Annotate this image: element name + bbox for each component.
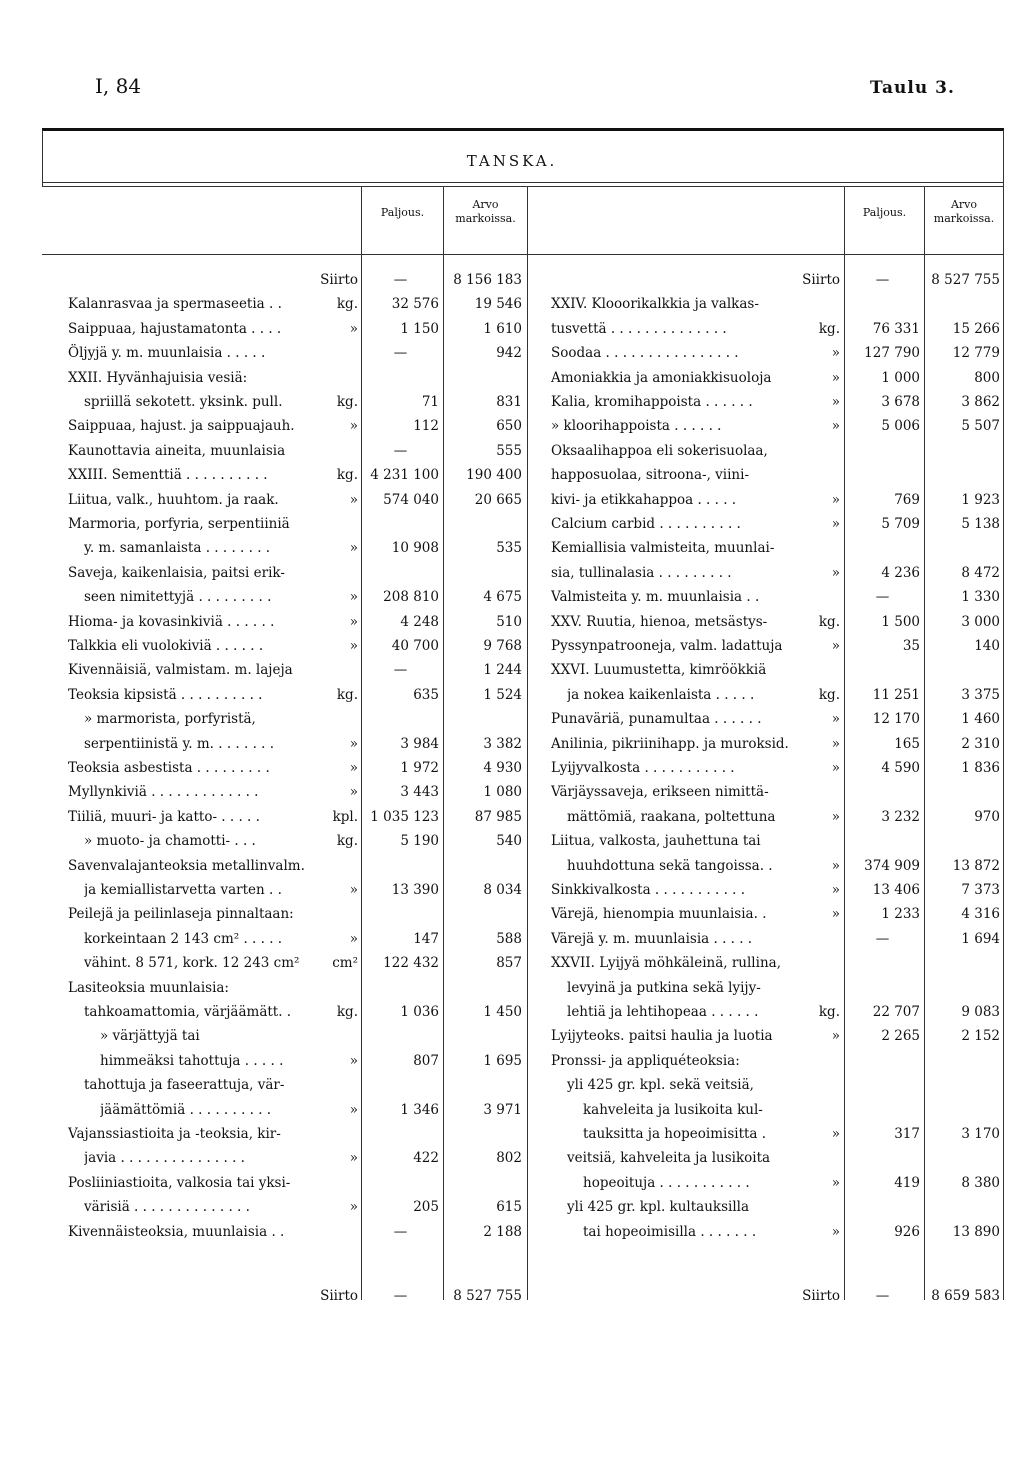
row-label: happosuolaa, sitroona-, viini- [551, 467, 750, 484]
row-value: 3 000 [961, 613, 1000, 630]
row-value: 20 665 [474, 491, 522, 508]
table-row [0, 463, 1024, 487]
row-quantity: 13 406 [872, 882, 920, 898]
table-row [0, 902, 1024, 926]
row-quantity: 574 040 [383, 491, 439, 508]
row-unit: kg. [818, 320, 840, 337]
row-quantity: 1 036 [400, 1004, 439, 1020]
row-value: 87 985 [474, 808, 522, 825]
row-value: 802 [496, 1150, 522, 1167]
row-quantity: 208 810 [383, 589, 439, 606]
row-label: Anilinia, pikriinihapp. ja muroksid. [551, 735, 789, 752]
row-label: » värjättyjä tai [100, 1028, 200, 1045]
row-value: 3 382 [483, 735, 522, 752]
carry-out-value: 8 659 583 [931, 1288, 1000, 1304]
row-label: Liitua, valkosta, jauhettuna tai [551, 833, 761, 850]
row-value: 12 779 [952, 345, 1000, 362]
table-row [0, 439, 1024, 463]
row-label: mättömiä, raakana, poltettuna [567, 808, 776, 825]
row-label: serpentiinistä y. m. . . . . . . . [84, 735, 275, 752]
row-quantity: 1 150 [400, 320, 439, 337]
row-quantity: — [393, 1223, 408, 1240]
row-quantity: 5 190 [400, 833, 439, 850]
row-value: 2 188 [483, 1223, 522, 1240]
table-row [0, 1122, 1024, 1146]
row-quantity: 926 [894, 1223, 920, 1240]
row-value: 535 [496, 540, 522, 557]
row-value: 8 472 [961, 564, 1000, 581]
row-quantity: 3 678 [881, 394, 920, 410]
table-row [0, 683, 1024, 707]
row-unit: kpl. [332, 808, 358, 825]
carry-out-value: 8 527 755 [453, 1288, 522, 1304]
carry-in-value: 8 527 755 [931, 272, 1000, 288]
row-quantity: 32 576 [391, 296, 439, 313]
row-unit: » [831, 1028, 840, 1045]
row-value: 9 083 [961, 1004, 1000, 1020]
table-row [0, 366, 1024, 390]
row-quantity: 11 251 [872, 686, 920, 703]
row-label: Kivennäisiä, valmistam. m. lajeja [68, 662, 293, 679]
row-value: 1 610 [483, 320, 522, 337]
row-value: 3 862 [961, 394, 1000, 410]
row-value: 7 373 [961, 882, 1000, 898]
row-unit: » [349, 1101, 358, 1118]
row-quantity: 4 231 100 [370, 467, 439, 484]
row-label: Calcium carbid . . . . . . . . . . [551, 516, 741, 532]
table-row [0, 1024, 1024, 1048]
row-label: tahkoamattomia, värjäämätt. . [84, 1004, 292, 1020]
table-row [0, 1146, 1024, 1170]
top-rule [42, 128, 1004, 131]
row-label: tauksitta ja hopeoimisitta . [583, 1126, 767, 1142]
row-label: veitsiä, kahveleita ja lusikoita [567, 1150, 771, 1167]
row-quantity: 165 [894, 735, 920, 752]
row-value: 4 675 [483, 589, 522, 606]
table-row [0, 1000, 1024, 1024]
table-row [0, 732, 1024, 756]
row-label: Teoksia kipsistä . . . . . . . . . . [68, 686, 263, 703]
row-quantity: 1 035 123 [370, 808, 439, 825]
row-unit: » [831, 857, 840, 874]
table-row [0, 976, 1024, 1000]
row-label: Kemiallisia valmisteita, muunlai- [551, 540, 775, 557]
row-value: 5 138 [961, 516, 1000, 532]
row-label: Vajanssiastioita ja -teoksia, kir- [68, 1126, 281, 1142]
row-unit: » [831, 345, 840, 362]
table-row [0, 561, 1024, 585]
row-value: 650 [496, 418, 522, 435]
row-label: Tiiliä, muuri- ja katto- . . . . . [68, 808, 260, 825]
row-value: 1 694 [961, 930, 1000, 947]
title-rule-2 [42, 186, 1004, 187]
header-value-right: Arvo markoissa. [933, 198, 995, 225]
row-unit: kg. [336, 1004, 358, 1020]
carry-out-label: Siirto [802, 1288, 840, 1304]
row-label: spriillä sekotett. yksink. pull. [84, 394, 283, 410]
row-value: 19 546 [474, 296, 522, 313]
table-row [0, 707, 1024, 731]
right-carry-out-row [0, 1284, 1024, 1308]
row-quantity: 10 908 [391, 540, 439, 557]
row-value: 3 170 [961, 1126, 1000, 1142]
table-row [0, 854, 1024, 878]
row-label: Värjäyssaveja, erikseen nimittä- [551, 784, 769, 801]
table-row [0, 512, 1024, 536]
table-row [0, 1171, 1024, 1195]
row-value: 615 [496, 1199, 522, 1216]
row-unit: » [831, 760, 840, 776]
row-quantity: 374 909 [864, 857, 920, 874]
row-quantity: 1 346 [400, 1101, 439, 1118]
row-quantity: 1 233 [881, 906, 920, 923]
row-quantity: — [393, 345, 408, 362]
row-unit: » [349, 540, 358, 557]
row-unit: » [349, 491, 358, 508]
row-label: Värejä y. m. muunlaisia . . . . . [551, 930, 753, 947]
table-row [0, 1073, 1024, 1097]
row-label: Lyijyvalkosta . . . . . . . . . . . [551, 760, 735, 776]
row-value: 1 244 [483, 662, 522, 679]
row-value: 1 923 [961, 491, 1000, 508]
row-label: Peilejä ja peilinlaseja pinnaltaan: [68, 906, 294, 923]
carry-out-quantity: — [393, 1288, 408, 1304]
row-unit: » [831, 516, 840, 532]
row-label: Posliiniastioita, valkosia tai yksi- [68, 1174, 291, 1191]
header-quantity-right: Paljous. [862, 206, 907, 219]
table-row [0, 829, 1024, 853]
row-unit: » [349, 760, 358, 776]
row-quantity: 4 236 [881, 564, 920, 581]
row-value: 555 [496, 442, 522, 459]
table-row [0, 390, 1024, 414]
row-value: 588 [496, 930, 522, 947]
table-row [0, 658, 1024, 682]
row-value: 1 695 [483, 1052, 522, 1069]
row-quantity: 122 432 [383, 955, 439, 972]
table-row [0, 927, 1024, 951]
row-unit: » [349, 784, 358, 801]
row-value: 1 460 [961, 711, 1000, 728]
row-label: vähint. 8 571, kork. 12 243 cm² [84, 955, 300, 972]
row-value: 1 836 [961, 760, 1000, 776]
row-quantity: 635 [413, 686, 439, 703]
header-value-left: Arvo markoissa. [455, 198, 516, 225]
row-unit: cm² [332, 955, 358, 972]
row-label: himmeäksi tahottuja . . . . . [100, 1052, 284, 1069]
title-rule [42, 182, 1004, 183]
table-row [0, 585, 1024, 609]
right-carry-in-row [0, 268, 1024, 292]
table-row [0, 878, 1024, 902]
row-quantity: 1 000 [881, 369, 920, 386]
row-unit: kg. [336, 296, 358, 313]
row-unit: kg. [818, 686, 840, 703]
row-label: Lasiteoksia muunlaisia: [68, 979, 229, 996]
row-unit: » [831, 564, 840, 581]
row-label: Kivennäisteoksia, muunlaisia . . [68, 1223, 285, 1240]
table-row [0, 634, 1024, 658]
row-unit: » [349, 638, 358, 654]
row-unit: » [831, 394, 840, 410]
row-label: Kaunottavia aineita, muunlaisia [68, 442, 286, 459]
row-unit: kg. [336, 833, 358, 850]
header-quantity-left: Paljous. [380, 206, 425, 219]
row-unit: » [831, 1174, 840, 1191]
table-row [0, 292, 1024, 316]
row-unit: » [349, 320, 358, 337]
row-value: 1 450 [483, 1004, 522, 1020]
row-value: 190 400 [466, 467, 522, 484]
row-label: ja nokea kaikenlaista . . . . . [567, 686, 755, 703]
row-unit: » [349, 589, 358, 606]
row-value: 8 034 [483, 882, 522, 898]
carry-in-value: 8 156 183 [453, 272, 522, 288]
row-value: 13 872 [952, 857, 1000, 874]
table-row [0, 951, 1024, 975]
row-unit: » [831, 638, 840, 654]
row-unit: » [831, 906, 840, 923]
row-label: Teoksia asbestista . . . . . . . . . [68, 760, 270, 776]
row-value: 3 375 [961, 686, 1000, 703]
table-row [0, 1049, 1024, 1073]
row-label: XXVII. Lyijyä möhkäleinä, rullina, [551, 955, 781, 972]
row-label: Punaväriä, punamultaa . . . . . . [551, 711, 762, 728]
row-unit: » [831, 711, 840, 728]
row-value: 970 [974, 808, 1000, 825]
row-unit: kg. [336, 394, 358, 410]
row-label: Saippuaa, hajust. ja saippuajauh. [68, 418, 295, 435]
row-label: Liitua, valk., huuhtom. ja raak. [68, 491, 279, 508]
row-value: 857 [496, 955, 522, 972]
row-label: XXII. Hyvänhajuisia vesiä: [68, 369, 248, 386]
row-unit: kg. [336, 686, 358, 703]
row-unit: » [349, 735, 358, 752]
row-label: Oksaalihappoa eli sokerisuolaa, [551, 442, 768, 459]
row-quantity: 13 390 [391, 882, 439, 898]
row-value: 510 [496, 613, 522, 630]
row-quantity: 422 [413, 1150, 439, 1167]
table-row [0, 317, 1024, 341]
row-quantity: 35 [902, 638, 920, 654]
row-quantity: 112 [413, 418, 439, 435]
row-label: värisiä . . . . . . . . . . . . . . [84, 1199, 250, 1216]
row-quantity: 5 709 [881, 516, 920, 532]
row-quantity: — [875, 930, 890, 947]
row-label: » kloorihappoista . . . . . . [551, 418, 722, 435]
row-unit: » [831, 882, 840, 898]
row-label: tai hopeoimisilla . . . . . . . [583, 1223, 757, 1240]
row-quantity: 40 700 [391, 638, 439, 654]
table-row [0, 610, 1024, 634]
row-label: Marmoria, porfyria, serpentiiniä [68, 516, 290, 532]
carry-in-quantity: — [875, 272, 890, 288]
row-label: lehtiä ja lehtihopeaa . . . . . . [567, 1004, 759, 1020]
row-quantity: 1 972 [400, 760, 439, 776]
row-label: korkeintaan 2 143 cm² . . . . . [84, 930, 283, 947]
table-row [0, 488, 1024, 512]
row-label: tahottuja ja faseerattuja, vär- [84, 1077, 285, 1094]
row-label: Amoniakkia ja amoniakkisuoloja [551, 369, 772, 386]
row-label: y. m. samanlaista . . . . . . . . [84, 540, 271, 557]
row-label: Talkkia eli vuolokiviä . . . . . . [68, 638, 264, 654]
row-value: 9 768 [483, 638, 522, 654]
row-value: 5 507 [961, 418, 1000, 435]
row-value: 140 [974, 638, 1000, 654]
row-label: yli 425 gr. kpl. kultauksilla [567, 1199, 749, 1216]
row-value: 540 [496, 833, 522, 850]
row-quantity: 1 500 [881, 613, 920, 630]
row-quantity: 12 170 [872, 711, 920, 728]
row-label: Myllynkiviä . . . . . . . . . . . . . [68, 784, 259, 801]
row-label: Kalanrasvaa ja spermaseetia . . [68, 296, 282, 313]
row-unit: » [349, 1150, 358, 1167]
row-value: 1 330 [961, 589, 1000, 606]
row-quantity: 147 [413, 930, 439, 947]
table-row [0, 756, 1024, 780]
table-row [0, 1195, 1024, 1219]
row-label: jäämättömiä . . . . . . . . . . [100, 1101, 272, 1118]
row-value: 4 930 [483, 760, 522, 776]
row-unit: » [349, 1052, 358, 1069]
row-label: yli 425 gr. kpl. sekä veitsiä, [567, 1077, 754, 1094]
row-label: hopeoituja . . . . . . . . . . . [583, 1174, 750, 1191]
row-label: XXV. Ruutia, hienoa, metsästys- [551, 613, 768, 630]
row-quantity: 317 [894, 1126, 920, 1142]
row-unit: » [831, 808, 840, 825]
table-row [0, 341, 1024, 365]
carry-in-quantity: — [393, 272, 408, 288]
table-row [0, 805, 1024, 829]
row-quantity: 22 707 [872, 1004, 920, 1020]
row-label: levyinä ja putkina sekä lyijy- [567, 979, 761, 996]
row-value: 800 [974, 369, 1000, 386]
row-unit: » [831, 369, 840, 386]
row-value: 831 [496, 394, 522, 410]
table-label: Taulu 3. [870, 78, 955, 98]
row-unit: » [349, 930, 358, 947]
row-unit: kg. [818, 613, 840, 630]
row-quantity: 419 [894, 1174, 920, 1191]
row-label: » marmorista, porfyristä, [84, 711, 256, 728]
table-row [0, 414, 1024, 438]
row-unit: » [349, 882, 358, 898]
row-label: kahveleita ja lusikoita kul- [583, 1101, 763, 1118]
row-label: Sinkkivalkosta . . . . . . . . . . . [551, 882, 746, 898]
row-quantity: — [875, 589, 890, 606]
row-unit: » [349, 418, 358, 435]
row-value: 2 310 [961, 735, 1000, 752]
row-unit: » [831, 1126, 840, 1142]
row-value: 15 266 [952, 320, 1000, 337]
row-quantity: 3 984 [400, 735, 439, 752]
table-row [0, 536, 1024, 560]
row-value: 4 316 [961, 906, 1000, 923]
row-label: sia, tullinalasia . . . . . . . . . [551, 564, 732, 581]
table-row [0, 780, 1024, 804]
header-rule [42, 254, 1004, 255]
row-label: ja kemiallistarvetta varten . . [84, 882, 282, 898]
row-label: javia . . . . . . . . . . . . . . . [84, 1150, 245, 1167]
row-value: 2 152 [961, 1028, 1000, 1045]
row-label: Öljyjä y. m. muunlaisia . . . . . [68, 345, 266, 362]
row-label: XXIV. Klooorikalkkia ja valkas- [551, 296, 759, 313]
row-unit: » [831, 491, 840, 508]
row-label: huuhdottuna sekä tangoissa. . [567, 857, 773, 874]
row-quantity: 769 [894, 491, 920, 508]
row-quantity: 71 [421, 394, 439, 410]
page-number: I, 84 [95, 74, 142, 98]
row-unit: kg. [818, 1004, 840, 1020]
row-label: Valmisteita y. m. muunlaisia . . [551, 589, 760, 606]
row-label: Pronssi- ja appliquéteoksia: [551, 1052, 740, 1069]
table-row [0, 1220, 1024, 1244]
row-quantity: 807 [413, 1052, 439, 1069]
row-label: Kalia, kromihappoista . . . . . . [551, 394, 753, 410]
row-quantity: 76 331 [872, 320, 920, 337]
row-label: XXVI. Luumustetta, kimröökkiä [551, 662, 767, 679]
row-value: 942 [496, 345, 522, 362]
row-label: Värejä, hienompia muunlaisia. . [551, 906, 767, 923]
row-label: Saippuaa, hajustamatonta . . . . [68, 320, 282, 337]
row-quantity: 3 443 [400, 784, 439, 801]
row-label: Hioma- ja kovasinkiviä . . . . . . [68, 613, 275, 630]
row-value: 1 080 [483, 784, 522, 801]
row-unit: » [831, 735, 840, 752]
row-quantity: 4 248 [400, 613, 439, 630]
row-label: Savenvalajanteoksia metallinvalm. [68, 857, 305, 874]
row-label: Pyssynpatrooneja, valm. ladattuja [551, 638, 783, 654]
row-label: Saveja, kaikenlaisia, paitsi erik- [68, 564, 285, 581]
row-unit: » [831, 418, 840, 435]
row-quantity: 127 790 [864, 345, 920, 362]
row-quantity: — [393, 442, 408, 459]
row-quantity: 5 006 [881, 418, 920, 435]
carry-in-label: Siirto [320, 272, 358, 288]
carry-out-label: Siirto [320, 1288, 358, 1304]
row-quantity: 3 232 [881, 808, 920, 825]
row-label: Lyijyteoks. paitsi haulia ja luotia [551, 1028, 773, 1045]
row-quantity: 205 [413, 1199, 439, 1216]
row-quantity: 2 265 [881, 1028, 920, 1045]
row-label: seen nimitettyjä . . . . . . . . . [84, 589, 272, 606]
row-value: 3 971 [483, 1101, 522, 1118]
carry-out-quantity: — [875, 1288, 890, 1304]
row-unit: » [831, 1223, 840, 1240]
row-label: Soodaa . . . . . . . . . . . . . . . . [551, 345, 739, 362]
row-unit: » [349, 1199, 358, 1216]
table-row [0, 1098, 1024, 1122]
carry-in-label: Siirto [802, 272, 840, 288]
row-label: tusvettä . . . . . . . . . . . . . . [551, 320, 727, 337]
row-label: XXIII. Sementtiä . . . . . . . . . . [68, 467, 268, 484]
row-unit: kg. [336, 467, 358, 484]
table-title: TANSKA. [466, 152, 558, 170]
row-value: 13 890 [952, 1223, 1000, 1240]
row-quantity: 4 590 [881, 760, 920, 776]
row-label: » muoto- ja chamotti- . . . [84, 833, 256, 850]
row-value: 8 380 [961, 1174, 1000, 1191]
row-label: kivi- ja etikkahappoa . . . . . [551, 491, 737, 508]
row-unit: » [349, 613, 358, 630]
row-quantity: — [393, 662, 408, 679]
row-value: 1 524 [483, 686, 522, 703]
